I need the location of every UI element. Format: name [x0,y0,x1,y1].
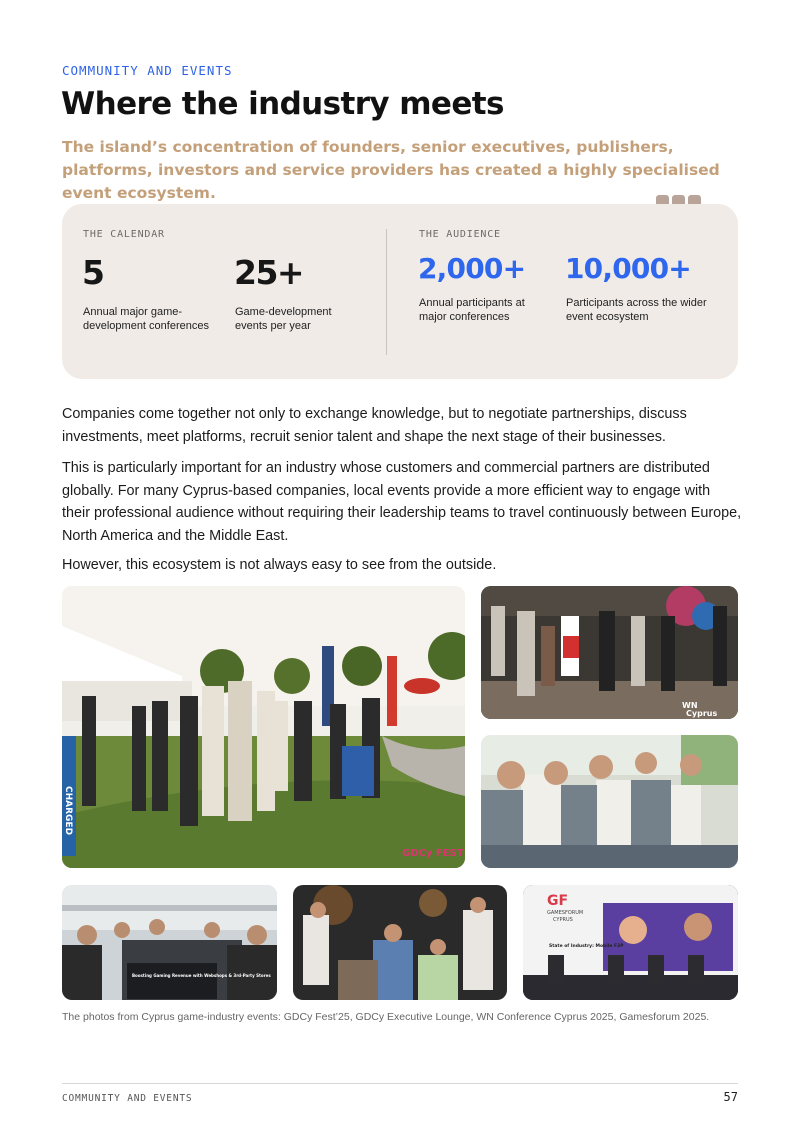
body-paragraph-1: Companies come together not only to exchange knowledge, but to negotiate partnerships, discuss investments, meet platforms, recruit senior talent and shape the next stage of their businesses. [62,406,687,445]
stats-divider [386,229,387,355]
photo-seated-audience [481,735,738,868]
gamesforum-wordmark: GAMESFORUM [547,910,584,916]
page-title: Where the industry meets [61,86,504,122]
gamesforum-logo-mark: GF [547,893,569,909]
section-eyebrow: COMMUNITY AND EVENTS [62,63,233,78]
stat-value-conferences: 5 [82,253,104,292]
photo-caption: The photos from Cyprus game-industry events: GDCy Fest’25, GDCy Executive Lounge, WN Conference Cyprus 2025, Gamesforum 2025. [62,1011,710,1023]
photo-evening-networking [293,885,507,1000]
photo-wn-conference [481,586,738,719]
charged-banner-text: CHARGED [63,786,73,836]
stat-desc-conferences: Annual major game-development conferences [83,306,209,332]
stat-desc-events: Game-development events per year [235,306,332,332]
body-paragraph-2: This is particularly important for an industry whose customers and commercial partners are distributed globally. For many Cyprus-based companies, local events provide a more efficient way to engage with their professional audience without requiring their leadership teams to travel continuously between Europe, North America and the Middle East. [62,460,742,544]
lounge-sign-text: Boosting Gaming Revenue with Webshops & 3rd-Party Stores [132,973,271,978]
stat-desc-ecosystem: Participants across the wider event ecosystem [566,297,707,323]
page-number: 57 [723,1090,738,1104]
wn-cyprus-label: Cyprus [686,709,718,718]
gdcy-fest-watermark: GDCy FEST [402,848,464,859]
page-subtitle: The island’s concentration of founders, senior executives, publishers, platforms, investors and service providers has created a highly specialised event ecosystem. [62,138,720,202]
stat-value-participants: 2,000+ [418,252,526,285]
audience-label: THE AUDIENCE [419,229,501,240]
calendar-label: THE CALENDAR [83,229,165,240]
stats-card [62,204,738,379]
stat-value-events: 25+ [234,253,304,292]
wn-logo: WN [682,701,698,710]
gamesforum-location: CYPRUS [553,917,573,923]
footer-section-label: COMMUNITY AND EVENTS [62,1093,193,1104]
body-paragraph-3: However, this ecosystem is not always easy to see from the outside. [62,557,497,573]
photo-gamesforum-stage [523,885,738,1000]
footer-divider [62,1083,738,1084]
photo-executive-lounge [62,885,277,1000]
photo-gdcy-fest [62,586,465,868]
stat-desc-participants: Annual participants at major conferences [419,297,525,323]
gamesforum-slide-title: State of Industry: Mobile F2P [549,944,624,949]
stat-value-ecosystem: 10,000+ [565,252,691,285]
